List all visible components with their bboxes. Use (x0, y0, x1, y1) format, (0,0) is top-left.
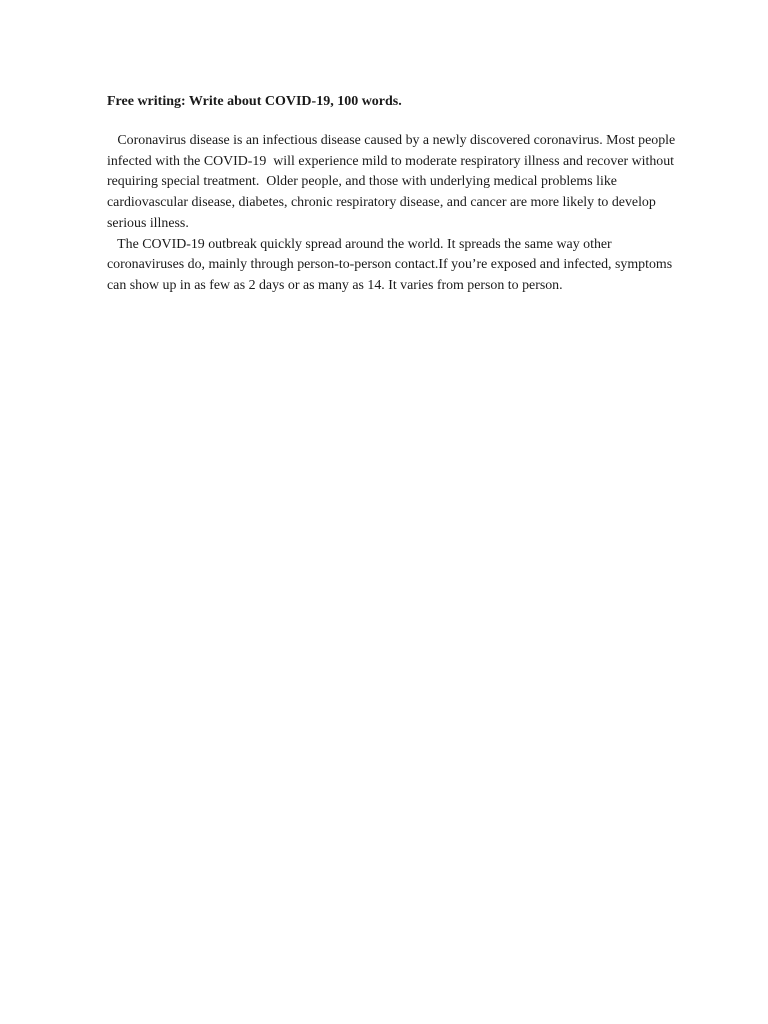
paragraph-2-line-1: The COVID-19 outbreak quickly spread around the world. It spreads the same way other (107, 236, 612, 252)
paragraph-1-line-3: requiring special treatment. Older people, and those with underlying medical problems like (107, 174, 617, 190)
paragraph-1-line-2: infected with the COVID-19 will experience mild to moderate respiratory illness and recover without (107, 153, 675, 169)
paragraph-1-line-5: serious illness. (107, 215, 189, 231)
paragraph-2-line-3: can show up in as few as 2 days or as many as 14. It varies from person to person. (107, 277, 563, 293)
paragraph-2-line-2: coronaviruses do, mainly through person-to-person contact.If you’re exposed and infected, symptoms (107, 257, 673, 273)
paragraph-1-line-4: cardiovascular disease, diabetes, chronic respiratory disease, and cancer are more likely to develop (107, 195, 656, 211)
document-content (107, 92, 727, 297)
spacer (107, 112, 727, 131)
document-heading: Free writing: Write about COVID-19, 100 words. (107, 94, 402, 109)
paragraph-1-line-1: Coronavirus disease is an infectious disease caused by a newly discovered coronavirus. Most people (107, 133, 676, 148)
